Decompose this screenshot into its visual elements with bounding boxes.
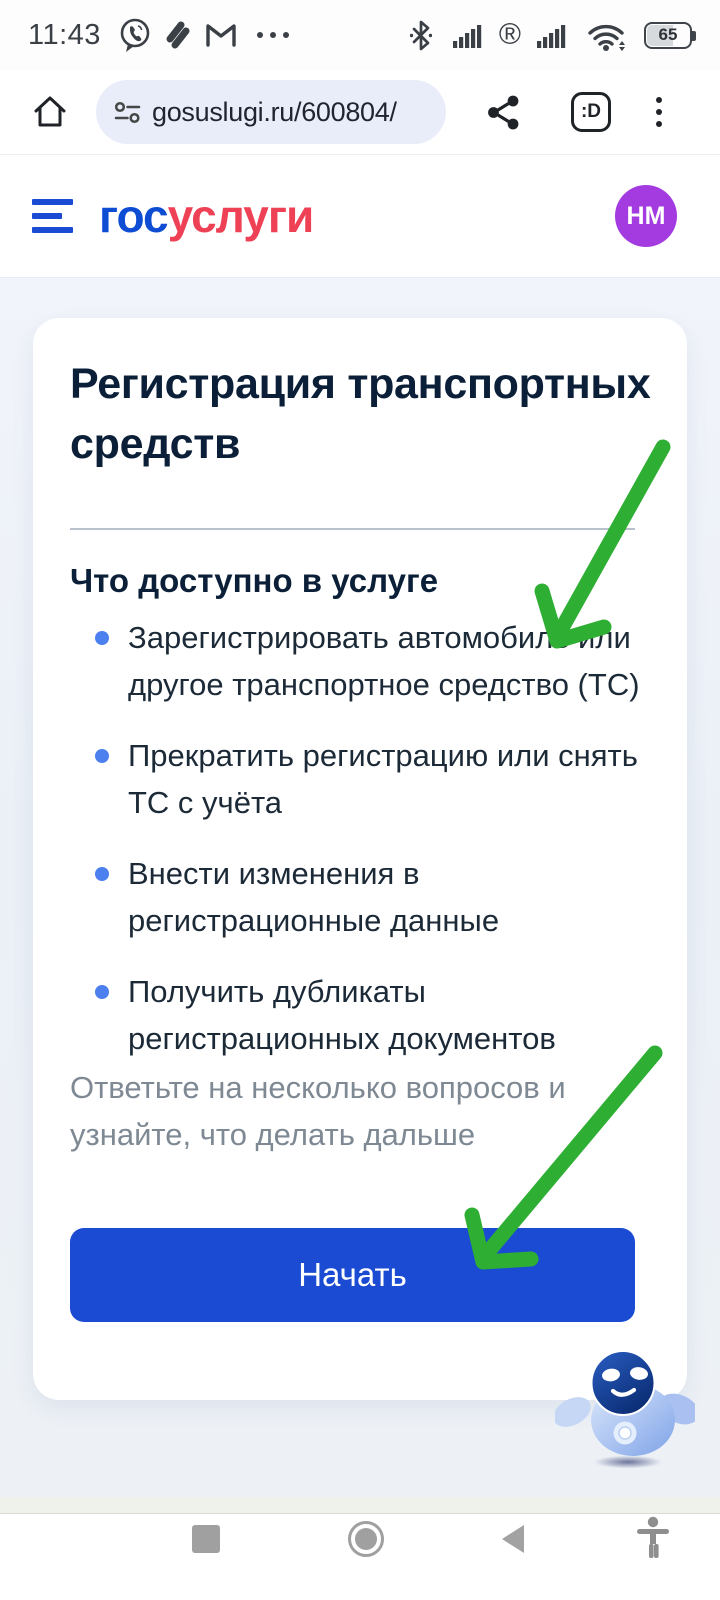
logo-part-red: услуги xyxy=(167,190,314,242)
bullet-dot-icon xyxy=(95,867,109,881)
hint-text: Ответьте на несколько вопросов и узнайте, что делать дальше xyxy=(70,1070,566,1152)
menu-button[interactable] xyxy=(32,199,73,233)
status-bar xyxy=(0,0,720,70)
battery-percent: 65 xyxy=(658,25,678,44)
share-button[interactable] xyxy=(486,94,521,131)
signal-sim2-icon xyxy=(537,22,567,49)
bluetooth-icon xyxy=(410,20,432,51)
bullet-text: Получить дубликаты регистрационных документов xyxy=(128,974,556,1056)
site-header xyxy=(0,155,720,278)
service-bullet-item xyxy=(70,850,655,944)
wifi-icon xyxy=(588,20,628,51)
recents-button[interactable] xyxy=(192,1525,220,1553)
start-button[interactable]: Начать xyxy=(70,1228,635,1322)
site-settings-icon[interactable] xyxy=(114,101,141,124)
bullet-text: Прекратить регистрацию или снять ТС с учёта xyxy=(128,738,638,820)
robot-shadow xyxy=(594,1456,662,1469)
divider xyxy=(70,528,635,530)
service-card xyxy=(33,318,687,1400)
battery-indicator xyxy=(644,22,692,49)
viber-notification-icon xyxy=(118,17,152,53)
gosuslugi-logo[interactable] xyxy=(99,189,313,243)
service-bullet-item xyxy=(70,614,655,708)
signal-sim1-icon xyxy=(453,22,483,49)
page-bottom-strip xyxy=(0,1497,720,1514)
gmail-notification-icon xyxy=(204,20,238,50)
more-notifications-icon xyxy=(257,32,289,38)
robot-left-arm xyxy=(555,1391,596,1433)
service-bullet-item xyxy=(70,732,655,826)
robot-head xyxy=(592,1351,655,1415)
address-bar[interactable] xyxy=(96,80,446,144)
robot-assistant-button[interactable] xyxy=(555,1342,695,1470)
service-bullet-list xyxy=(70,614,655,1086)
home-button[interactable] xyxy=(31,93,69,131)
section-heading: Что доступно в услуге xyxy=(70,562,439,599)
android-navigation-bar xyxy=(0,1514,720,1599)
home-nav-button[interactable] xyxy=(348,1521,384,1557)
bullet-dot-icon xyxy=(95,749,109,763)
roaming-indicator: ® xyxy=(498,18,521,51)
page-background xyxy=(0,278,720,1497)
service-bullet-item xyxy=(70,968,655,1062)
browser-toolbar xyxy=(0,70,720,155)
bullet-text: Зарегистрировать автомобиль или другое транспортное средство (ТС) xyxy=(128,620,640,702)
back-button[interactable] xyxy=(502,1525,524,1553)
tab-switcher-button[interactable]: :D xyxy=(571,92,611,132)
browser-menu-button[interactable] xyxy=(656,97,662,127)
bullet-dot-icon xyxy=(95,631,109,645)
clock: 11:43 xyxy=(28,18,101,51)
accessibility-button[interactable] xyxy=(635,1516,671,1565)
bullet-text: Внести изменения в регистрационные данные xyxy=(128,856,500,938)
page-title: Регистрация транспортных средств xyxy=(70,360,651,468)
zepp-heart-notification-icon xyxy=(162,19,194,51)
logo-part-blue: гос xyxy=(99,190,168,242)
bullet-dot-icon xyxy=(95,985,109,999)
url-text[interactable]: gosuslugi.ru/600804/ xyxy=(152,96,397,127)
user-avatar[interactable]: НМ xyxy=(615,185,677,247)
